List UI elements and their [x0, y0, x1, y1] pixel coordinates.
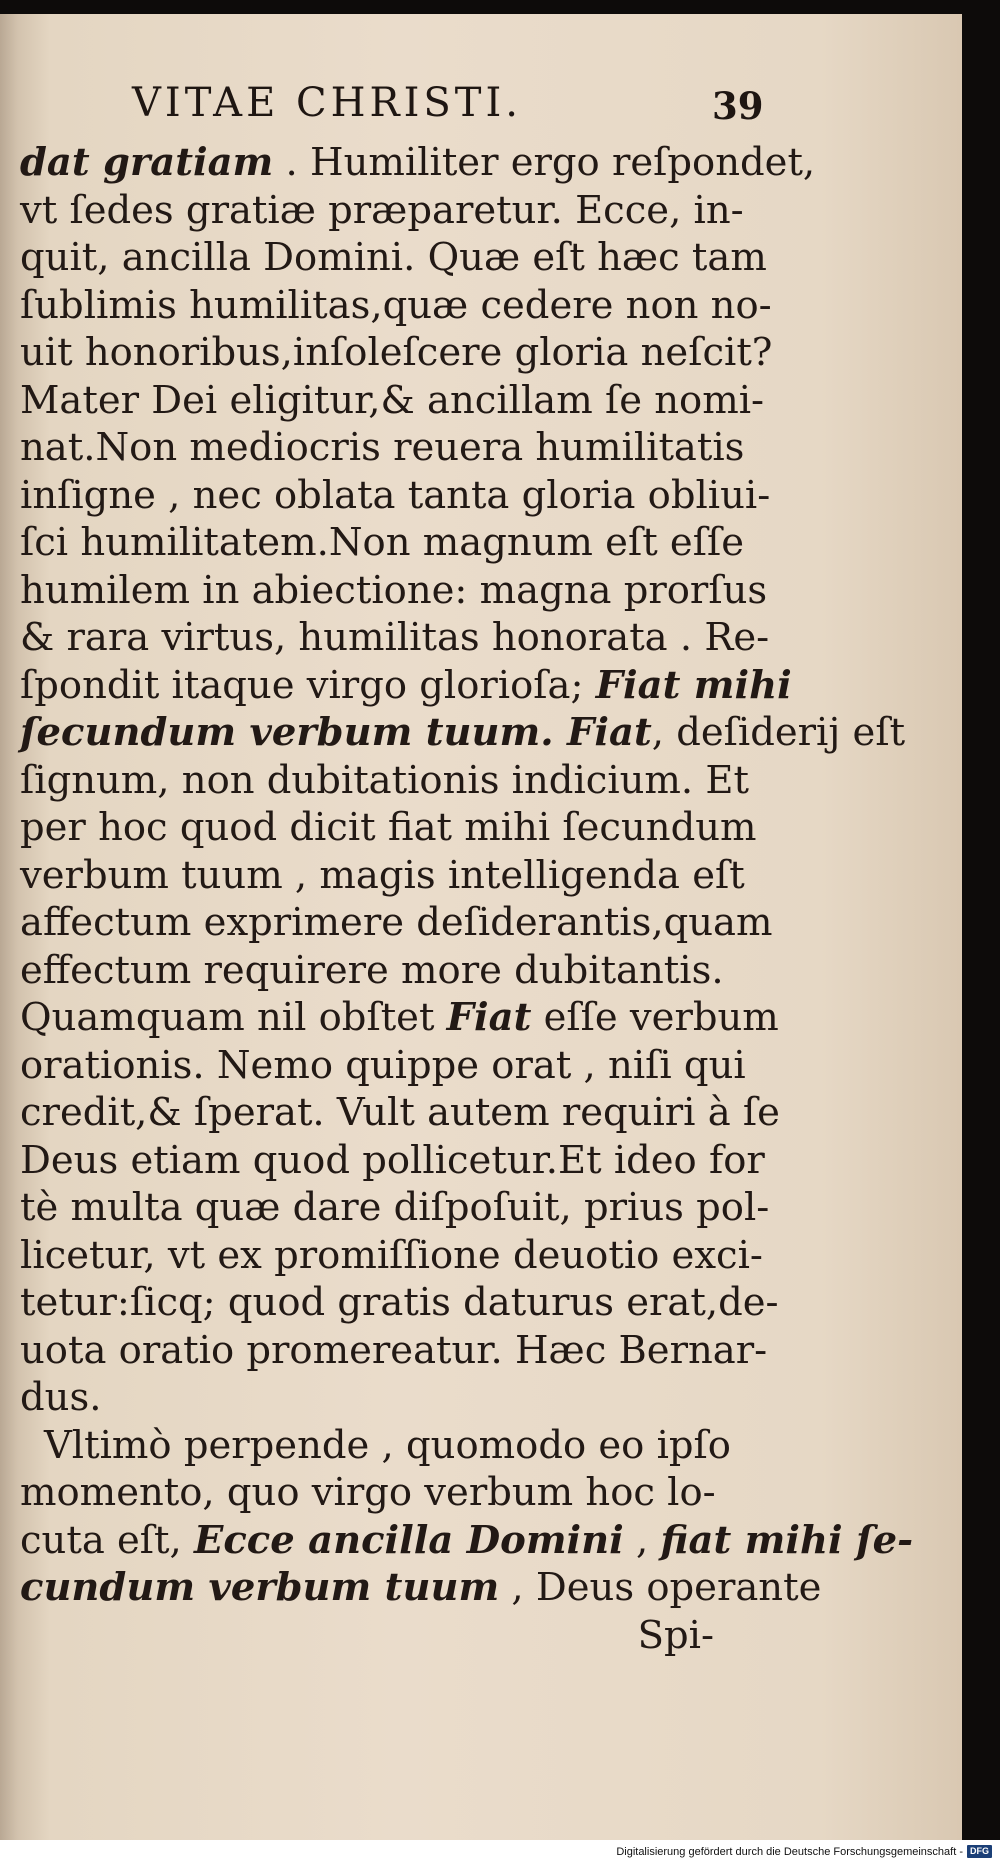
text-segment: eſſe verbum [531, 995, 779, 1040]
text-line [20, 994, 779, 1042]
text-segment: Spi- [637, 1612, 714, 1658]
text-line [20, 1327, 768, 1375]
text-segment: momento, quo virgo verbum hoc lo- [20, 1470, 716, 1515]
text-line [20, 282, 772, 330]
text-line [20, 1517, 914, 1565]
text-segment: uota oratio promereatur. Hæc Bernar- [20, 1327, 768, 1373]
text-line [20, 947, 724, 995]
text-segment: per hoc quod dicit fiat mihi ſecundum [20, 805, 757, 850]
text-line [20, 1042, 746, 1090]
text-segment: effectum requirere more dubitantis. [20, 947, 724, 993]
text-line [20, 757, 749, 805]
text-line [20, 1564, 822, 1612]
text-line [20, 1184, 770, 1232]
text-line [20, 329, 773, 377]
text-segment: ſpondit itaque virgo glorioſa; [20, 662, 596, 708]
text-line [20, 1089, 780, 1137]
text-segment: cuta eſt, [20, 1517, 195, 1563]
italic-segment: Ecce ancilla Domini [194, 1517, 624, 1563]
page-number: 39 [712, 84, 764, 128]
text-line [20, 377, 765, 425]
italic-segment: Fiat [446, 995, 532, 1040]
running-title: VITAE CHRISTI. [132, 80, 522, 126]
text-line [20, 1137, 765, 1185]
text-segment: quit, ancilla Domini. Quæ eſt hæc tam [20, 235, 767, 280]
text-line [20, 662, 792, 710]
text-segment: affectum exprimere deſiderantis,quam [20, 900, 773, 945]
text-segment: Quamquam nil obſtet [20, 995, 447, 1040]
footer-bar [0, 1840, 1000, 1863]
text-segment: . Humiliter ergo reſpondet, [273, 140, 816, 185]
text-segment: Vltimò perpende , quomodo eo ipſo [44, 1422, 731, 1468]
italic-segment: cundum verbum tuum [20, 1565, 500, 1610]
text-segment: ſublimis humilitas,quæ cedere non no- [20, 282, 772, 328]
italic-segment: dat gratiam [20, 140, 274, 185]
text-line [20, 709, 906, 757]
text-segment: uit honoribus,inſoleſcere gloria neſcit? [20, 330, 773, 375]
text-segment: Deus etiam quod pollicetur.Et ideo for [20, 1137, 765, 1183]
text-line [20, 1469, 714, 1517]
text-segment: tetur:ſicq; quod gratis daturus erat,de- [20, 1280, 779, 1325]
text-segment: licetur, vt ex promiſſione deuotio exci- [20, 1232, 763, 1278]
italic-segment: ſecundum verbum tuum. Fiat [20, 710, 652, 755]
text-line [20, 187, 744, 235]
text-segment: humilem in abiectione: magna prorſus [20, 567, 768, 613]
text-line [20, 614, 770, 662]
text-line [20, 424, 745, 472]
text-line [20, 1374, 714, 1422]
text-segment: dus. [20, 1375, 102, 1420]
text-segment: credit,& ſperat. Vult autem requiri à ſe [20, 1090, 780, 1135]
text-line [20, 1232, 763, 1280]
text-segment: Mater Dei eligitur,& ancillam ſe nomi- [20, 377, 765, 423]
italic-segment: Fiat mihi [595, 662, 792, 708]
text-line [20, 852, 745, 900]
text-line [20, 1422, 731, 1470]
text-line [20, 519, 744, 567]
text-line [20, 567, 768, 615]
text-line [20, 139, 816, 187]
text-line [20, 1612, 714, 1660]
book-page [0, 14, 962, 1840]
text-segment: nat.Non mediocris reuera humilitatis [20, 425, 745, 470]
text-segment: verbum tuum , magis intelligenda eſt [20, 852, 745, 898]
text-segment: vt ſedes gratiæ præparetur. Ecce, in- [20, 187, 744, 233]
body-text [20, 139, 914, 1659]
text-segment: ſci humilitatem.Non magnum eſt eſſe [20, 520, 744, 565]
text-segment: , Deus operante [499, 1565, 822, 1610]
text-segment: & rara virtus, humilitas honorata . Re- [20, 615, 770, 660]
text-segment: orationis. Nemo quippe orat , niſi qui [20, 1042, 746, 1088]
text-segment: inſigne , nec oblata tanta gloria obliui- [20, 472, 771, 518]
dfg-logo: DFG [967, 1845, 992, 1858]
text-segment: , deſiderij eſt [651, 710, 906, 755]
text-segment: , [623, 1517, 661, 1563]
italic-segment: fiat mihi ſe- [660, 1517, 914, 1563]
text-segment: tè multa quæ dare diſpoſuit, prius pol- [20, 1185, 770, 1230]
text-line [20, 234, 767, 282]
text-line [20, 472, 771, 520]
text-segment: ſignum, non dubitationis indicium. Et [20, 757, 749, 803]
text-line [20, 899, 773, 947]
text-line [20, 804, 757, 852]
funding-credit: Digitalisierung gefördert durch die Deutsche Forschungsgemeinschaft - [616, 1845, 963, 1858]
text-line [20, 1279, 779, 1327]
